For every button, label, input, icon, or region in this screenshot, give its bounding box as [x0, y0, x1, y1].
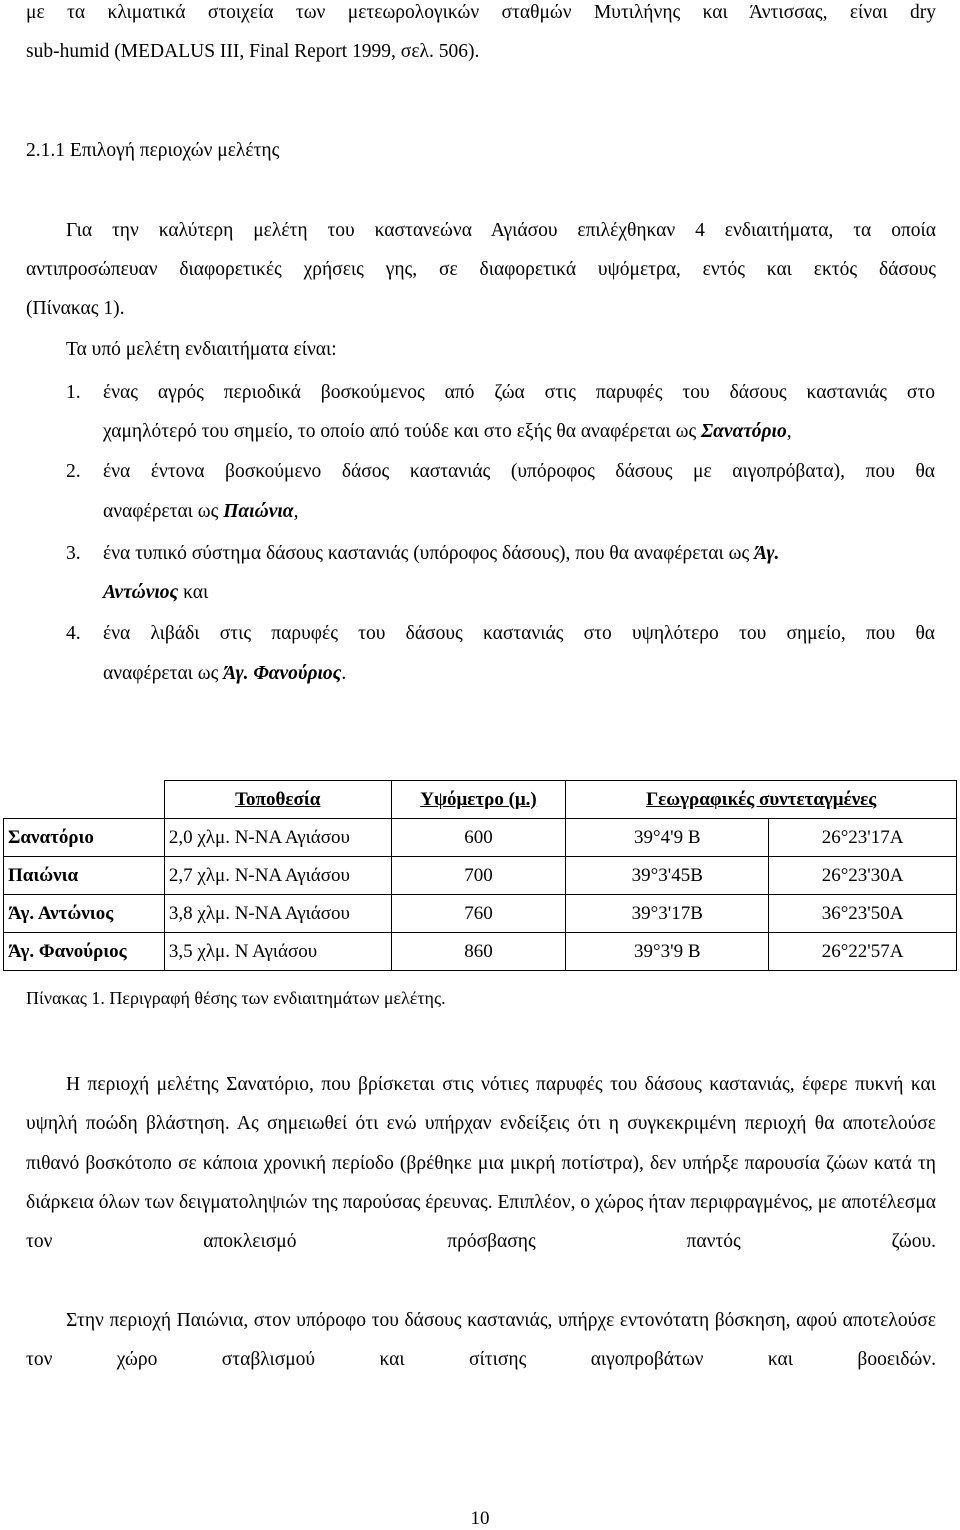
- table-cell-altitude: 600: [391, 819, 566, 857]
- sites-table: [3, 780, 957, 971]
- list-item-number: 4.: [66, 623, 81, 644]
- table-cell-altitude: 700: [391, 857, 566, 895]
- list-item-3-line-2: Αντώνιος και: [103, 582, 209, 603]
- section-para-line-2: αντιπροσώπευαν διαφορετικές χρήσεις γης, σε διαφορετικά υψόμετρα, εντός και εκτός δάσους: [26, 259, 936, 280]
- table-header-location: Τοποθεσία: [164, 781, 391, 819]
- list-item-3-line-1: ένα τυπικό σύστημα δάσους καστανιάς (υπόροφος δάσους), που θα αναφέρεται ως Άγ.: [103, 543, 780, 564]
- site-name-sanatorio: Σανατόριο: [701, 421, 787, 442]
- list-item-1-line-2: χαμηλότερό του σημείο, το οποίο από τούδε και στο εξής θα αναφέρεται ως Σανατόριο,: [103, 421, 792, 442]
- section-para-line-3: (Πίνακας 1).: [26, 298, 125, 319]
- list-item-2-line-2: αναφέρεται ως Παιώνια,: [103, 501, 299, 522]
- list-item-1-line-1: ένας αγρός περιοδικά βοσκούμενος από ζώα στις παρυφές του δάσους καστανιάς στο: [103, 382, 935, 403]
- table-caption: Πίνακας 1. Περιγραφή θέσης των ενδιαιτημάτων μελέτης.: [26, 988, 446, 1008]
- table-cell-longitude: 26°23'30Α: [769, 857, 957, 895]
- site-name-antonios: Αντώνιος: [103, 582, 179, 603]
- table-cell-altitude: 860: [391, 933, 566, 971]
- table-cell-site: Άγ. Αντώνιος: [4, 895, 165, 933]
- table-header-row: [4, 781, 957, 819]
- list-intro: Τα υπό μελέτη ενδιαιτήματα είναι:: [66, 339, 337, 360]
- table-cell-location: 2,0 χλμ. Ν-ΝΑ Αγιάσου: [164, 819, 391, 857]
- table-cell-site: Σανατόριο: [4, 819, 165, 857]
- table-cell-latitude: 39°3'45Β: [566, 857, 769, 895]
- table-cell-altitude: 760: [391, 895, 566, 933]
- table-header-coordinates: Γεωγραφικές συντεταγμένες: [566, 781, 957, 819]
- intro-line-2: sub-humid (MEDALUS III, Final Report 1999, σελ. 506).: [26, 41, 480, 62]
- table-cell-latitude: 39°3'9 Β: [566, 933, 769, 971]
- table-cell-longitude: 26°23'17Α: [769, 819, 957, 857]
- table-row: [4, 933, 957, 971]
- list-item-4-line-1: ένα λιβάδι στις παρυφές του δάσους καστανιάς στο υψηλότερο του σημείο, που θα: [103, 623, 935, 644]
- table-cell-latitude: 39°3'17Β: [566, 895, 769, 933]
- table-row: [4, 895, 957, 933]
- page-number: 10: [470, 1508, 490, 1529]
- site-name-fanourios: Άγ. Φανούριος: [223, 663, 342, 684]
- body-paragraph-1: Η περιοχή μελέτης Σανατόριο, που βρίσκεται στις νότιες παρυφές του δάσους καστανιάς, έφερε πυκνή και υψηλή ποώδη βλάστηση. Ας σημειωθεί ότι ενώ υπήρχαν ενδείξεις ότι η συγκεκριμένη περιοχή θα αποτελούσε πιθανό βοσκότοπο σε κάποια χρονική περίοδο (βρέθηκε μια μικρή ποτίστρα), δεν υπήρξε παρουσία ζώων κατά τη διάρκεια όλων των δειγματοληψιών της παρούσας έρευνας. Επιπλέον, ο χώρος ήταν περιφραγμένος, με αποτέλεσμα τον αποκλεισμό πρόσβασης παντός ζώου.: [26, 1074, 936, 1253]
- table-cell-site: Άγ. Φανούριος: [4, 933, 165, 971]
- table-cell-site: Παιώνια: [4, 857, 165, 895]
- body-paragraph-2: Στην περιοχή Παιώνια, στον υπόροφο του δάσους καστανιάς, υπήρχε εντονότατη βόσκηση, αφού αποτελούσε τον χώρο σταβλισμού και σίτισης αιγοπροβάτων και βοοειδών.: [26, 1310, 936, 1371]
- table-cell-location: 2,7 χλμ. Ν-ΝΑ Αγιάσου: [164, 857, 391, 895]
- site-name-ag-prefix: Άγ.: [754, 543, 780, 564]
- list-item-2-line-1: ένα έντονα βοσκούμενο δάσος καστανιάς (υπόροφος δάσους με αιγοπρόβατα), που θα: [103, 461, 935, 482]
- list-item-4-line-2: αναφέρεται ως Άγ. Φανούριος.: [103, 663, 347, 684]
- list-item-number: 1.: [66, 382, 81, 403]
- site-name-paionia: Παιώνια: [223, 501, 294, 522]
- table-cell-location: 3,5 χλμ. Ν Αγιάσου: [164, 933, 391, 971]
- section-para-line-1: Για την καλύτερη μελέτη του καστανεώνα Αγιάσου επιλέχθηκαν 4 ενδιαιτήματα, τα οποία: [66, 220, 936, 241]
- table-cell-location: 3,8 χλμ. Ν-ΝΑ Αγιάσου: [164, 895, 391, 933]
- table-cell-latitude: 39°4'9 Β: [566, 819, 769, 857]
- section-heading: 2.1.1 Επιλογή περιοχών μελέτης: [26, 140, 280, 161]
- table-header-empty: [4, 781, 165, 819]
- table-row: [4, 857, 957, 895]
- table-row: [4, 819, 957, 857]
- list-item-number: 2.: [66, 461, 81, 482]
- intro-line-1: με τα κλιματικά στοιχεία των μετεωρολογικών σταθμών Μυτιλήνης και Άντισσας, είναι dry: [26, 2, 936, 23]
- table-cell-longitude: 36°23'50Α: [769, 895, 957, 933]
- table-header-altitude: Υψόμετρο (μ.): [391, 781, 566, 819]
- list-item-number: 3.: [66, 543, 81, 564]
- table-cell-longitude: 26°22'57Α: [769, 933, 957, 971]
